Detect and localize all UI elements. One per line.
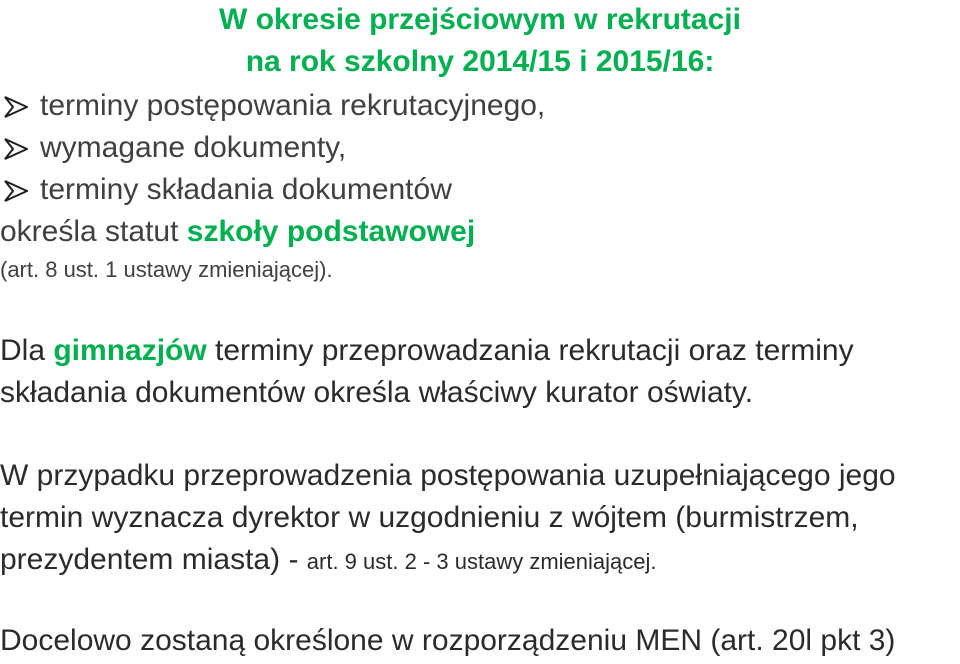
bullet-text: terminy postępowania rekrutacyjnego, bbox=[40, 89, 546, 122]
paragraph-line: termin wyznacza dyrektor w uzgodnieniu z wójtem (burmistrzem, bbox=[0, 501, 859, 534]
paragraph-line: Docelowo zostaną określone w rozporządzeniu MEN (art. 20l pkt 3) bbox=[0, 624, 896, 657]
para1-highlight: gimnazjów bbox=[53, 334, 207, 367]
paragraph-line: składania dokumentów określa właściwy kurator oświaty. bbox=[0, 376, 754, 409]
para1-prefix: Dla bbox=[0, 334, 54, 367]
para1-line1-rest: terminy przeprowadzania rekrutacji oraz terminy bbox=[206, 334, 854, 367]
bullet-text: wymagane dokumenty, bbox=[40, 131, 347, 164]
paragraph-docelowo bbox=[0, 620, 960, 662]
arrow-bullet-icon bbox=[4, 96, 28, 118]
arrow-bullet-icon bbox=[4, 138, 28, 160]
paragraph-line bbox=[0, 539, 960, 581]
title-line-2: na rok szkolny 2014/15 i 2015/16: bbox=[245, 45, 715, 78]
statut-highlight: szkoły podstawowej bbox=[186, 215, 476, 248]
para2-line3-main: prezydentem miasta) - bbox=[0, 543, 307, 576]
title-line-1: W okresie przejściowym w rekrutacji bbox=[219, 3, 741, 36]
paragraph-line: W przypadku przeprowadzenia postępowania uzupełniającego jego bbox=[0, 459, 896, 492]
bullet-text: terminy składania dokumentów bbox=[40, 173, 452, 206]
arrow-bullet-icon bbox=[4, 180, 28, 202]
paragraph-gimnazja bbox=[0, 330, 960, 414]
article-reference: (art. 8 ust. 1 ustawy zmieniającej). bbox=[0, 257, 333, 282]
para2-line3-reference: art. 9 ust. 2 - 3 ustawy zmieniającej. bbox=[306, 549, 657, 574]
statut-prefix: określa statut bbox=[0, 215, 187, 248]
paragraph-postepowanie-uzupelniajace bbox=[0, 455, 960, 581]
statut-line bbox=[0, 211, 475, 253]
paragraph-line bbox=[0, 330, 960, 372]
